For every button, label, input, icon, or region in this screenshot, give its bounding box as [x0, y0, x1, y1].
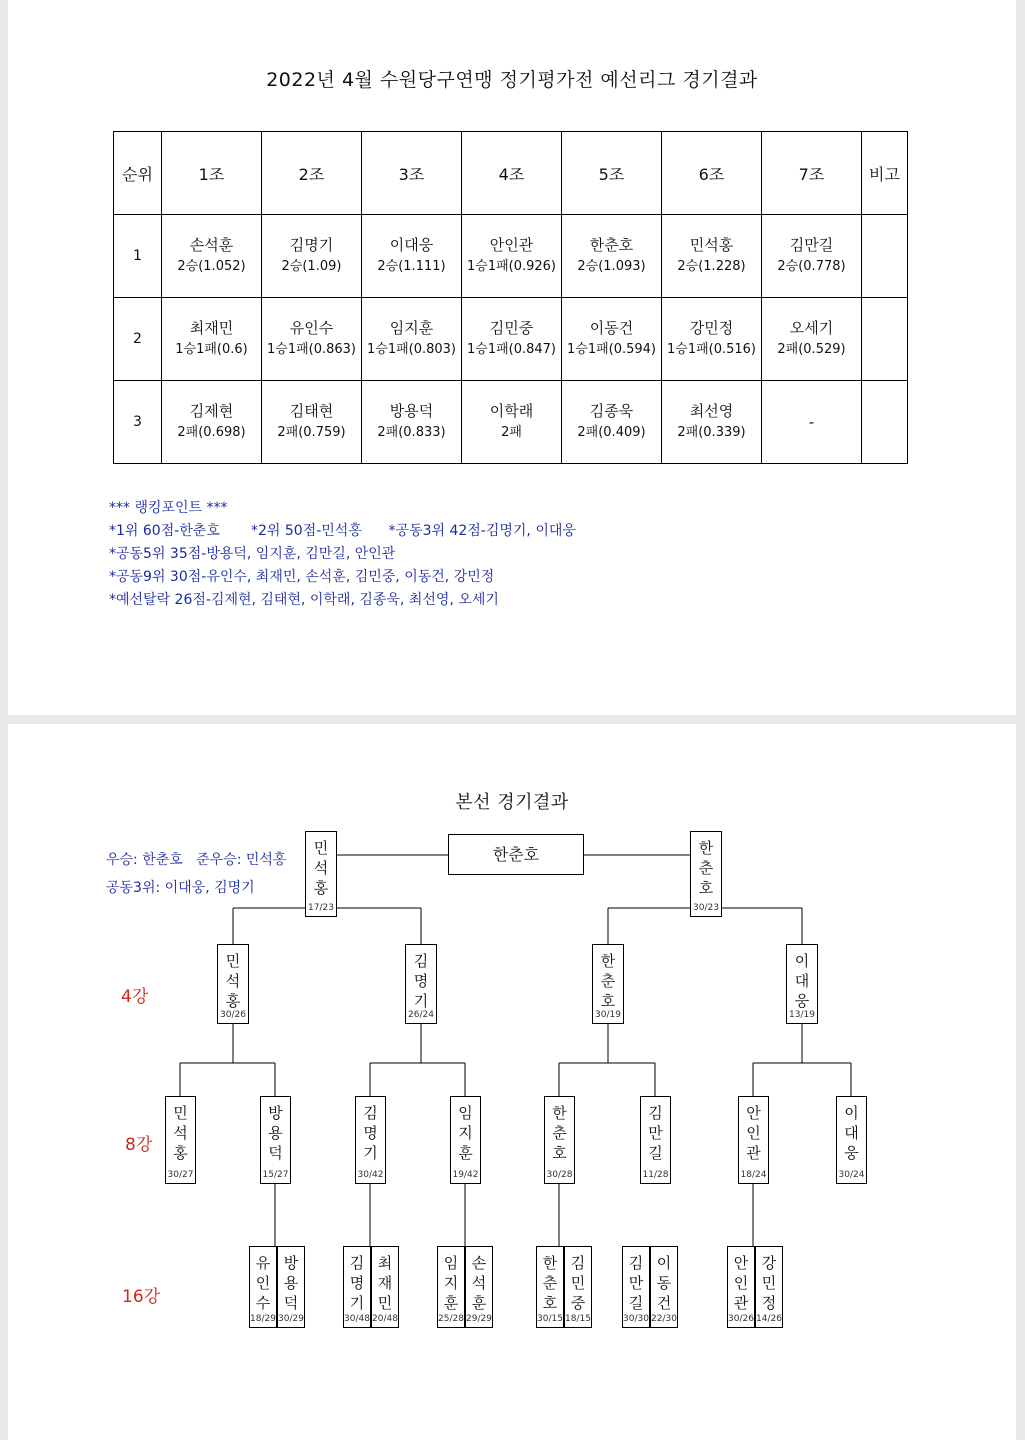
name-char: 인	[746, 1124, 761, 1142]
quarterfinal-box	[165, 1096, 196, 1184]
name-char: 정	[761, 1294, 777, 1312]
player-name: 손석훈	[189, 236, 234, 254]
name-char: 이	[794, 952, 810, 970]
name-char: 동	[656, 1274, 672, 1292]
match-score: 30/19	[595, 1010, 621, 1020]
player-record: 2승(1.093)	[577, 259, 646, 274]
result-cell	[462, 381, 562, 464]
player-name	[537, 1253, 563, 1313]
match-score: 25/28	[438, 1314, 464, 1324]
name-char: 웅	[794, 992, 810, 1010]
player-name: 김만길	[789, 236, 834, 254]
prelim-page	[8, 0, 1016, 715]
name-char: 석	[471, 1274, 487, 1292]
name-char: 기	[363, 1144, 378, 1162]
name-char: 인	[733, 1274, 749, 1292]
name-char: 한	[698, 839, 714, 857]
match-score: 20/48	[372, 1314, 398, 1324]
name-char: 민	[377, 1294, 393, 1312]
player-name	[623, 1253, 649, 1313]
player-name: 민석홍	[689, 236, 734, 254]
match-score: 30/42	[357, 1170, 384, 1180]
round16-box	[622, 1246, 650, 1328]
round16-box	[650, 1246, 678, 1328]
semifinal-box	[592, 944, 624, 1024]
match-score: 18/15	[565, 1314, 591, 1324]
name-char: 춘	[542, 1274, 558, 1292]
name-char: 용	[283, 1274, 299, 1292]
player-name	[593, 951, 623, 1011]
ranking-line: *1위 60점-한춘호 *2위 50점-민석홍 *공동3위 42점-김명기, 이대웅	[109, 523, 576, 539]
name-char: 석	[313, 859, 329, 877]
player-record: 2패(0.698)	[177, 425, 246, 440]
round16-box	[536, 1246, 564, 1328]
name-char: 웅	[844, 1144, 859, 1162]
name-char: 홍	[173, 1144, 188, 1162]
match-score: 30/29	[278, 1314, 304, 1324]
name-char: 대	[844, 1124, 859, 1142]
result-cell	[162, 215, 262, 298]
player-name	[451, 1103, 480, 1163]
match-score: 30/24	[838, 1170, 865, 1180]
player-name	[565, 1253, 591, 1313]
name-char: 강	[761, 1254, 777, 1272]
player-name: 방용덕	[389, 402, 434, 420]
name-char: 인	[255, 1274, 271, 1292]
player-record: 2승(1.111)	[377, 259, 446, 274]
player-name: 김종욱	[589, 402, 634, 420]
player-record: 2승(0.778)	[777, 259, 846, 274]
result-cell	[762, 298, 862, 381]
match-score: 29/29	[466, 1314, 492, 1324]
player-name: 김태현	[289, 402, 334, 420]
name-char: 민	[173, 1104, 188, 1122]
result-cell	[462, 298, 562, 381]
name-char: 민	[313, 839, 329, 857]
player-record: 1승1패(0.594)	[566, 342, 657, 357]
player-name: 강민정	[689, 319, 734, 337]
match-score: 19/42	[452, 1170, 479, 1180]
name-char: 관	[746, 1144, 761, 1162]
name-char: 김	[349, 1254, 365, 1272]
name-char: 명	[363, 1124, 378, 1142]
name-char: 석	[173, 1124, 188, 1142]
result-cell	[762, 215, 862, 298]
player-name	[278, 1253, 304, 1313]
player-name	[438, 1253, 464, 1313]
player-name	[641, 1103, 670, 1163]
bracket-lines	[8, 724, 1016, 1440]
player-name	[218, 951, 248, 1011]
player-record: 1승1패(0.803)	[366, 342, 457, 357]
player-name	[837, 1103, 866, 1163]
match-score: 17/23	[308, 903, 334, 913]
player-record: 1승1패(0.6)	[175, 342, 248, 357]
round-label-16: 16강	[122, 1287, 161, 1307]
name-char: 한	[552, 1104, 567, 1122]
result-cell	[662, 215, 762, 298]
player-record: 2패	[501, 425, 522, 440]
player-name	[406, 951, 436, 1011]
name-char: 임	[458, 1104, 473, 1122]
name-char: 김	[648, 1104, 663, 1122]
header-note: 비고	[862, 132, 908, 215]
name-char: 훈	[443, 1294, 459, 1312]
player-name: 임지훈	[389, 319, 434, 337]
name-char: 관	[733, 1294, 749, 1312]
name-char: 만	[648, 1124, 663, 1142]
name-char: 춘	[698, 859, 714, 877]
quarterfinal-box	[355, 1096, 386, 1184]
match-score: 11/28	[642, 1170, 669, 1180]
name-char: 호	[600, 992, 616, 1010]
name-char: 길	[628, 1294, 644, 1312]
result-cell	[562, 381, 662, 464]
player-name	[306, 838, 336, 898]
quarterfinal-box	[738, 1096, 769, 1184]
match-score: 13/19	[789, 1010, 815, 1020]
player-name	[372, 1253, 398, 1313]
player-name: 안인관	[489, 236, 534, 254]
quarterfinal-box	[640, 1096, 671, 1184]
player-record: 1승1패(0.516)	[666, 342, 757, 357]
ranking-line: *예선탈락 26점-김제현, 김태현, 이학래, 김종욱, 최선영, 오세기	[109, 592, 499, 608]
result-cell	[762, 381, 862, 464]
player-name	[739, 1103, 768, 1163]
match-score: 14/26	[756, 1314, 782, 1324]
quarterfinal-box	[544, 1096, 575, 1184]
name-char: 중	[570, 1294, 586, 1312]
ranking-points	[109, 497, 576, 612]
player-name	[466, 1253, 492, 1313]
name-char: 민	[570, 1274, 586, 1292]
result-cell	[262, 381, 362, 464]
player-record: 2승(1.09)	[281, 259, 342, 274]
round16-box	[755, 1246, 783, 1328]
header-rank: 순위	[114, 132, 162, 215]
name-char: 안	[746, 1104, 761, 1122]
player-name	[728, 1253, 754, 1313]
name-char: 안	[733, 1254, 749, 1272]
round16-box	[437, 1246, 465, 1328]
match-score: 30/26	[220, 1010, 246, 1020]
match-score: 30/48	[344, 1314, 370, 1324]
match-score: 30/15	[537, 1314, 563, 1324]
match-score: 30/27	[167, 1170, 194, 1180]
semifinal-box	[217, 944, 249, 1024]
name-char: 방	[268, 1104, 283, 1122]
player-name	[166, 1103, 195, 1163]
player-record: 2승(1.052)	[177, 259, 246, 274]
player-name: 한춘호	[589, 236, 634, 254]
prelim-results-table	[113, 131, 908, 464]
ranking-header: *** 랭킹포인트 ***	[109, 500, 228, 516]
player-name: 김명기	[289, 236, 334, 254]
player-name	[691, 838, 721, 898]
name-char: 수	[255, 1294, 271, 1312]
semifinal-box	[405, 944, 437, 1024]
name-char: 최	[377, 1254, 393, 1272]
name-char: 이	[844, 1104, 859, 1122]
player-name	[356, 1103, 385, 1163]
player-name	[250, 1253, 276, 1313]
header-group-3: 3조	[362, 132, 462, 215]
match-score: 18/29	[250, 1314, 276, 1324]
name-char: 호	[542, 1294, 558, 1312]
player-record: 2패(0.529)	[777, 342, 846, 357]
name-char: 한	[600, 952, 616, 970]
note-cell	[862, 298, 908, 381]
name-char: 재	[377, 1274, 393, 1292]
name-char: 호	[552, 1144, 567, 1162]
result-cell	[262, 215, 362, 298]
player-record: 1승1패(0.926)	[466, 259, 557, 274]
name-char: 명	[349, 1274, 365, 1292]
player-record: 2패(0.759)	[277, 425, 346, 440]
summary-line: 공동3위: 이대웅, 김명기	[106, 880, 255, 896]
name-char: 훈	[458, 1144, 473, 1162]
player-name: 오세기	[789, 319, 834, 337]
result-cell	[362, 381, 462, 464]
name-char: 만	[628, 1274, 644, 1292]
header-group-4: 4조	[462, 132, 562, 215]
name-char: 춘	[552, 1124, 567, 1142]
name-char: 방	[283, 1254, 299, 1272]
header-group-5: 5조	[562, 132, 662, 215]
name-char: 한	[542, 1254, 558, 1272]
match-score: 30/28	[546, 1170, 573, 1180]
name-char: 임	[443, 1254, 459, 1272]
header-group-6: 6조	[662, 132, 762, 215]
player-name: 이동건	[589, 319, 634, 337]
name-char: 지	[458, 1124, 473, 1142]
header-group-1: 1조	[162, 132, 262, 215]
table-row	[114, 298, 908, 381]
finalist-box	[690, 831, 722, 917]
player-name: 김민중	[489, 319, 534, 337]
player-record: 2패(0.409)	[577, 425, 646, 440]
table-row	[114, 381, 908, 464]
result-cell	[362, 215, 462, 298]
player-name	[651, 1253, 677, 1313]
final-page	[8, 724, 1016, 1440]
result-cell	[162, 381, 262, 464]
final-title: 본선 경기결과	[455, 792, 569, 813]
summary-line: 우승: 한춘호 준우승: 민석홍	[106, 852, 287, 868]
result-cell	[562, 215, 662, 298]
name-char: 건	[656, 1294, 672, 1312]
name-char: 김	[628, 1254, 644, 1272]
name-char: 기	[349, 1294, 365, 1312]
match-score: 26/24	[408, 1010, 434, 1020]
ranking-line: *공동9위 30점-유인수, 최재민, 손석훈, 김민중, 이동건, 강민정	[109, 569, 495, 585]
name-char: 덕	[283, 1294, 299, 1312]
player-name: 최재민	[189, 319, 234, 337]
match-score: 30/23	[693, 903, 719, 913]
round16-box	[277, 1246, 305, 1328]
player-name	[545, 1103, 574, 1163]
player-record: 2승(1.228)	[677, 259, 746, 274]
champion-box: 한춘호	[448, 834, 584, 875]
name-char: 지	[443, 1274, 459, 1292]
player-record: 1승1패(0.863)	[266, 342, 357, 357]
player-name	[261, 1103, 290, 1163]
round-label-4: 4강	[121, 987, 149, 1007]
semifinal-box	[786, 944, 818, 1024]
player-name: 최선영	[689, 402, 734, 420]
player-name: 김제현	[189, 402, 234, 420]
table-header-row	[114, 132, 908, 215]
result-cell	[162, 298, 262, 381]
name-char: 민	[225, 952, 241, 970]
header-group-7: 7조	[762, 132, 862, 215]
player-record: 2패(0.833)	[377, 425, 446, 440]
round16-box	[343, 1246, 371, 1328]
player-record: 1승1패(0.847)	[466, 342, 557, 357]
name-char: 길	[648, 1144, 663, 1162]
player-name	[756, 1253, 782, 1313]
ranking-line: *공동5위 35점-방용덕, 임지훈, 김만길, 안인관	[109, 546, 396, 562]
name-char: 호	[698, 879, 714, 897]
name-char: 덕	[268, 1144, 283, 1162]
round16-box	[371, 1246, 399, 1328]
player-record: 2패(0.339)	[677, 425, 746, 440]
name-char: 김	[413, 952, 429, 970]
header-group-2: 2조	[262, 132, 362, 215]
quarterfinal-box	[260, 1096, 291, 1184]
player-name	[787, 951, 817, 1011]
final-summary	[106, 846, 286, 902]
name-char: 김	[363, 1104, 378, 1122]
player-name: 이대웅	[389, 236, 434, 254]
name-char: 유	[255, 1254, 271, 1272]
name-char: 기	[413, 992, 429, 1010]
round16-box	[249, 1246, 277, 1328]
result-cell	[262, 298, 362, 381]
rank-cell: 3	[114, 381, 162, 464]
result-cell	[362, 298, 462, 381]
name-char: 대	[794, 972, 810, 990]
round16-box	[465, 1246, 493, 1328]
name-char: 춘	[600, 972, 616, 990]
table-row	[114, 215, 908, 298]
match-score: 30/26	[728, 1314, 754, 1324]
prelim-title: 2022년 4월 수원당구연맹 정기평가전 예선리그 경기결과	[266, 69, 758, 91]
match-score: 18/24	[740, 1170, 767, 1180]
player-name: 이학래	[489, 402, 534, 420]
round16-box	[564, 1246, 592, 1328]
note-cell	[862, 215, 908, 298]
rank-cell: 2	[114, 298, 162, 381]
finalist-box	[305, 831, 337, 917]
name-char: 훈	[471, 1294, 487, 1312]
note-cell	[862, 381, 908, 464]
name-char: 이	[656, 1254, 672, 1272]
result-cell	[562, 298, 662, 381]
player-name	[344, 1253, 370, 1313]
match-score: 15/27	[262, 1170, 289, 1180]
round16-box	[727, 1246, 755, 1328]
result-cell	[662, 381, 762, 464]
match-score: 30/30	[623, 1314, 649, 1324]
quarterfinal-box	[450, 1096, 481, 1184]
result-cell	[662, 298, 762, 381]
name-char: 민	[761, 1274, 777, 1292]
player-name: -	[808, 413, 815, 431]
round-label-8: 8강	[125, 1135, 153, 1155]
name-char: 석	[225, 972, 241, 990]
name-char: 손	[471, 1254, 487, 1272]
result-cell	[462, 215, 562, 298]
name-char: 용	[268, 1124, 283, 1142]
name-char: 홍	[225, 992, 241, 1010]
quarterfinal-box	[836, 1096, 867, 1184]
name-char: 홍	[313, 879, 329, 897]
rank-cell: 1	[114, 215, 162, 298]
name-char: 김	[570, 1254, 586, 1272]
player-name: 유인수	[289, 319, 334, 337]
name-char: 명	[413, 972, 429, 990]
match-score: 22/30	[651, 1314, 677, 1324]
